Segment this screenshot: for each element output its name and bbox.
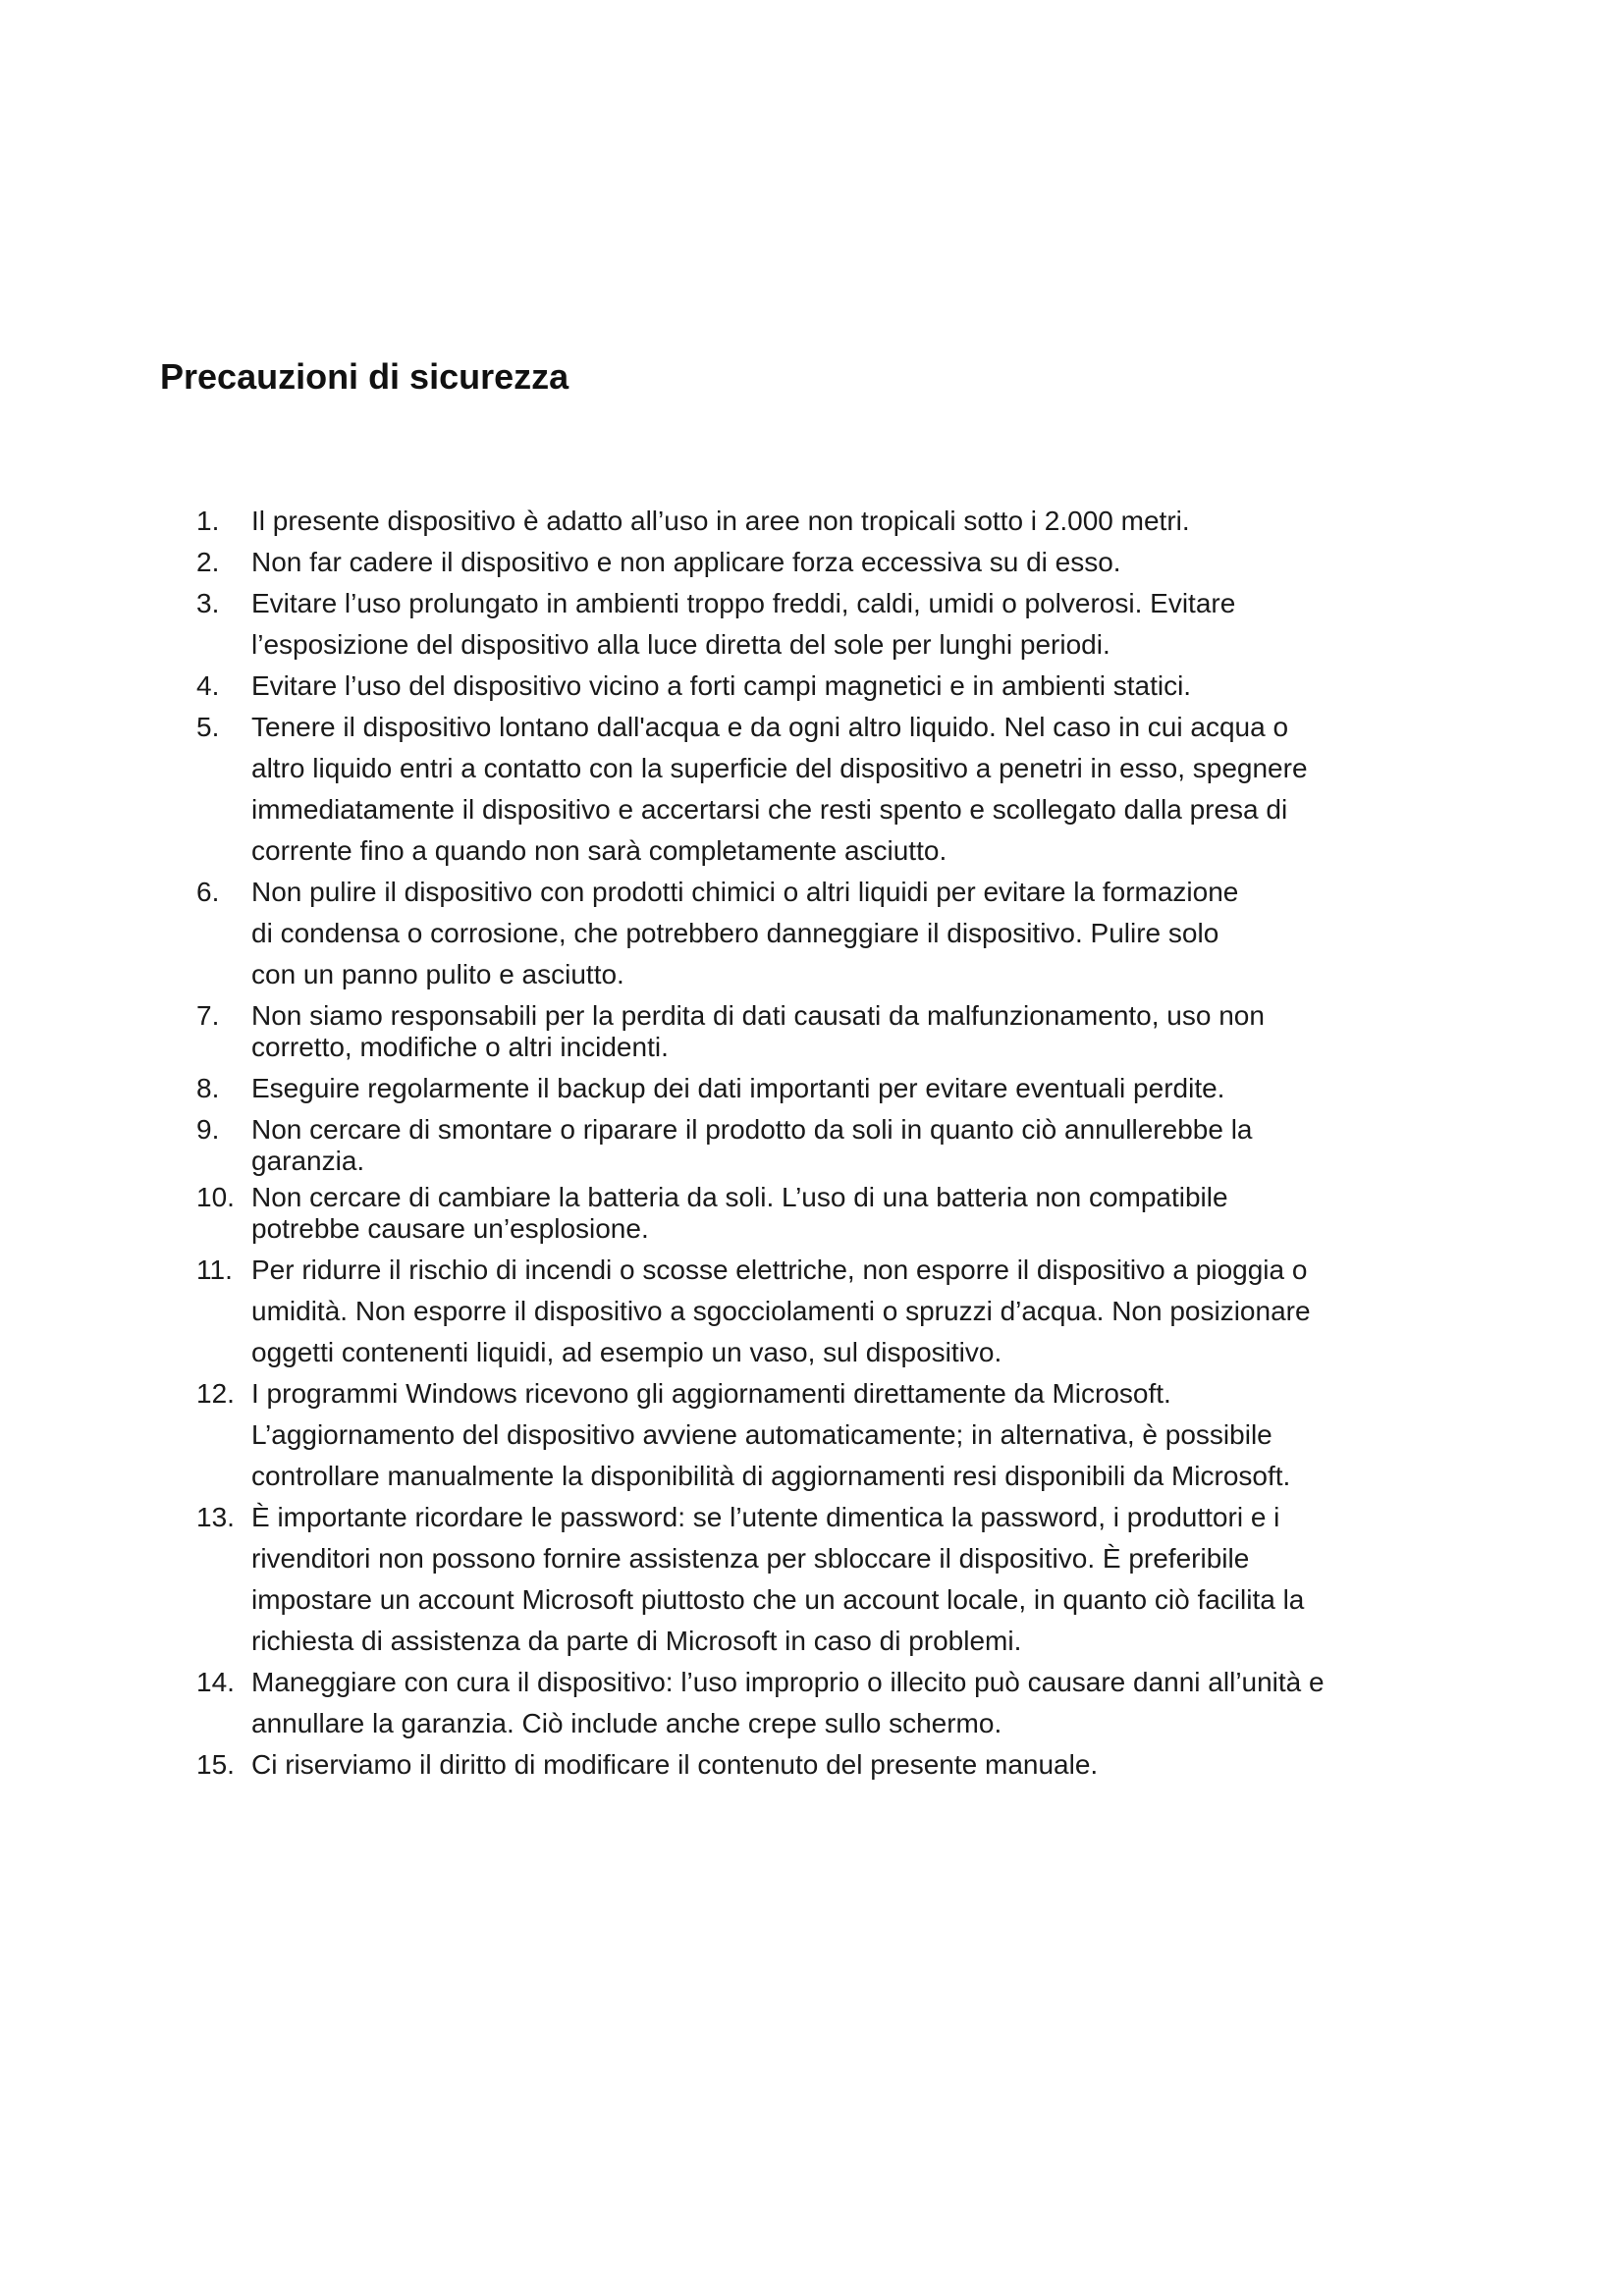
precautions-list	[196, 501, 1502, 1786]
item-text: Il presente dispositivo è adatto all’uso in aree non tropicali sotto i 2.000 metri.	[251, 506, 1190, 536]
precaution-item-11	[196, 1250, 1502, 1373]
item-text: Non far cadere il dispositivo e non applicare forza eccessiva su di esso.	[251, 547, 1121, 577]
item-number: 3.	[196, 588, 220, 618]
item-number: 12.	[196, 1378, 235, 1409]
precaution-item-3	[196, 583, 1502, 666]
item-text: Tenere il dispositivo lontano dall'acqua e da ogni altro liquido. Nel caso in cui acqua o altro liquido entri a contatto con la superficie del dispositivo a penetri in esso, spegnere immediatamente il dispositivo e accertarsi che resti spento e scollegato dalla presa di corrente fino a quando non sarà completamente asciutto.	[251, 712, 1308, 866]
item-text: È importante ricordare le password: se l’utente dimentica la password, i produttori e i rivenditori non possono fornire assistenza per sbloccare il dispositivo. È preferibile impostare un account Microsoft piuttosto che un account locale, in quanto ciò facilita la richiesta di assistenza da parte di Microsoft in caso di problemi.	[251, 1502, 1305, 1656]
precaution-item-7	[196, 1000, 1502, 1063]
item-number: 8.	[196, 1073, 220, 1103]
item-number: 5.	[196, 712, 220, 742]
item-text: Non pulire il dispositivo con prodotti chimici o altri liquidi per evitare la formazione di condensa o corrosione, che potrebbero danneggiare il dispositivo. Pulire solo con un panno pulito e asciutto.	[251, 877, 1239, 989]
item-text: Non siamo responsabili per la perdita di dati causati da malfunzionamento, uso non corretto, modifiche o altri incidenti.	[251, 1000, 1265, 1062]
precaution-item-6	[196, 872, 1502, 995]
precaution-item-5	[196, 707, 1502, 872]
item-number: 14.	[196, 1667, 235, 1697]
precaution-item-8	[196, 1068, 1502, 1109]
precaution-item-4	[196, 666, 1502, 707]
item-text: Eseguire regolarmente il backup dei dati importanti per evitare eventuali perdite.	[251, 1073, 1225, 1103]
precaution-item-2	[196, 542, 1502, 583]
precaution-item-1	[196, 501, 1502, 542]
item-number: 9.	[196, 1114, 220, 1145]
precaution-item-15	[196, 1744, 1502, 1786]
item-number: 13.	[196, 1502, 235, 1532]
item-number: 4.	[196, 670, 220, 701]
item-text: I programmi Windows ricevono gli aggiornamenti direttamente da Microsoft. L’aggiornamento del dispositivo avviene automaticamente; in alternativa, è possibile controllare manualmente la disponibilità di aggiornamenti resi disponibili da Microsoft.	[251, 1378, 1291, 1491]
item-text: Evitare l’uso del dispositivo vicino a forti campi magnetici e in ambienti statici.	[251, 670, 1192, 701]
item-text: Non cercare di smontare o riparare il prodotto da soli in quanto ciò annullerebbe la garanzia.	[251, 1114, 1253, 1176]
precaution-item-10	[196, 1182, 1502, 1245]
item-text: Non cercare di cambiare la batteria da soli. L’uso di una batteria non compatibile potrebbe causare un’esplosione.	[251, 1182, 1228, 1244]
item-text: Per ridurre il rischio di incendi o scosse elettriche, non esporre il dispositivo a pioggia o umidità. Non esporre il dispositivo a sgocciolamenti o spruzzi d’acqua. Non posizionare oggetti contenenti liquidi, ad esempio un vaso, sul dispositivo.	[251, 1255, 1311, 1367]
item-text: Evitare l’uso prolungato in ambienti troppo freddi, caldi, umidi o polverosi. Evitare l’esposizione del dispositivo alla luce diretta del sole per lunghi periodi.	[251, 588, 1236, 660]
item-text: Ci riserviamo il diritto di modificare il contenuto del presente manuale.	[251, 1749, 1099, 1780]
item-text: Maneggiare con cura il dispositivo: l’uso improprio o illecito può causare danni all’unità e annullare la garanzia. Ciò include anche crepe sullo schermo.	[251, 1667, 1325, 1738]
page-title: Precauzioni di sicurezza	[160, 356, 569, 397]
item-number: 10.	[196, 1182, 235, 1212]
item-number: 7.	[196, 1000, 220, 1031]
precaution-item-9	[196, 1114, 1502, 1177]
item-number: 15.	[196, 1749, 235, 1780]
precaution-item-14	[196, 1662, 1502, 1744]
precaution-item-12	[196, 1373, 1502, 1497]
item-number: 11.	[196, 1255, 233, 1285]
precaution-item-13	[196, 1497, 1502, 1662]
item-number: 6.	[196, 877, 220, 907]
item-number: 2.	[196, 547, 220, 577]
item-number: 1.	[196, 506, 220, 536]
